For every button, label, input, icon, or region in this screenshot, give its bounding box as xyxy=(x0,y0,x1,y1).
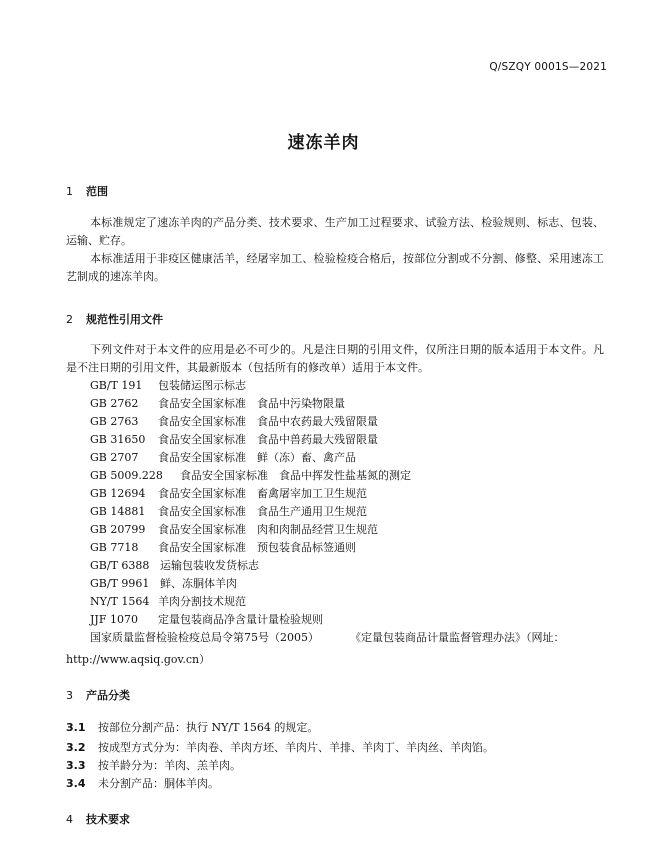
reference-code: GB 12694 xyxy=(90,487,146,500)
clause-number: 3.4 xyxy=(66,777,86,790)
reference-title: 包装储运图示标志 xyxy=(158,379,246,392)
section-number: 2 xyxy=(66,313,73,326)
reference-code: GB 5009.228 xyxy=(90,469,163,482)
reference-code: GB 7718 xyxy=(90,541,139,554)
reference-item xyxy=(90,557,259,575)
reference-title: 食品安全国家标准 食品生产通用卫生规范 xyxy=(158,505,367,518)
clause-text: 按成型方式分为：羊肉卷、羊肉方坯、羊肉片、羊排、羊肉丁、羊肉丝、羊肉馅。 xyxy=(98,741,494,754)
reference-continuation: http://www.aqsiq.gov.cn） xyxy=(66,653,211,666)
reference-code: GB 2762 xyxy=(90,397,139,410)
reference-title: 鲜、冻胴体羊肉 xyxy=(160,577,237,590)
section-number: 3 xyxy=(66,689,73,702)
reference-item xyxy=(90,431,378,449)
reference-title: 食品安全国家标准 畜禽屠宰加工卫生规范 xyxy=(158,487,367,500)
clause-number: 3.1 xyxy=(66,721,86,734)
document-title: 速冻羊肉 xyxy=(287,133,360,153)
section-heading-technical-requirements xyxy=(66,811,130,827)
reference-item xyxy=(90,413,378,431)
section-heading-references xyxy=(66,311,163,327)
reference-item xyxy=(90,629,565,647)
clause-text: 未分割产品：胴体羊肉。 xyxy=(98,777,219,790)
reference-item xyxy=(90,575,237,593)
reference-item xyxy=(90,521,378,539)
reference-item xyxy=(90,449,356,467)
reference-title: 食品安全国家标准 预包装食品标签通则 xyxy=(158,541,356,554)
reference-item xyxy=(90,611,323,629)
reference-title: 定量包装商品净含量计量检验规则 xyxy=(158,613,323,626)
reference-title: 食品安全国家标准 鲜（冻）畜、禽产品 xyxy=(158,451,356,464)
classification-item xyxy=(66,775,219,791)
reference-title: 食品安全国家标准 食品中挥发性盐基氮的测定 xyxy=(180,469,411,482)
reference-item xyxy=(90,539,356,557)
clause-text: 按羊龄分为：羊肉、羔羊肉。 xyxy=(98,759,241,772)
clause-text: 按部位分割产品：执行 NY/T 1564 的规定。 xyxy=(98,721,319,734)
section-title: 产品分类 xyxy=(86,689,130,702)
reference-title: 食品安全国家标准 肉和肉制品经营卫生规范 xyxy=(158,523,378,536)
reference-item xyxy=(90,467,411,485)
reference-item xyxy=(90,593,246,611)
reference-code: GB 2707 xyxy=(90,451,139,464)
reference-code: GB 2763 xyxy=(90,415,139,428)
reference-item xyxy=(90,503,367,521)
reference-item xyxy=(90,395,345,413)
classification-item xyxy=(66,719,318,735)
reference-title: 羊肉分割技术规范 xyxy=(158,595,246,608)
reference-title: 运输包装收发货标志 xyxy=(160,559,259,572)
section-heading-scope xyxy=(66,183,108,199)
reference-title: 食品安全国家标准 食品中污染物限量 xyxy=(158,397,345,410)
reference-code: NY/T 1564 xyxy=(90,595,150,608)
section-number: 1 xyxy=(66,185,73,198)
document-code: Q/SZQY 0001S—2021 xyxy=(489,61,607,73)
reference-code: 国家质量监督检验检疫总局令第75号（2005） xyxy=(90,631,319,644)
reference-item xyxy=(90,485,367,503)
scope-paragraph-2: 本标准适用于非疫区健康活羊，经屠宰加工、检验检疫合格后，按部位分割或不分割、修整、采用速冻工艺制成的速冻羊肉。 xyxy=(66,252,604,283)
reference-code: GB 14881 xyxy=(90,505,146,518)
clause-number: 3.3 xyxy=(66,759,86,772)
section-heading-classification xyxy=(66,687,130,703)
section-number: 4 xyxy=(66,813,73,826)
reference-item xyxy=(90,377,246,395)
reference-code: GB/T 9961 xyxy=(90,577,150,590)
classification-item xyxy=(66,739,494,755)
reference-code: GB/T 6388 xyxy=(90,559,150,572)
reference-code: GB 31650 xyxy=(90,433,146,446)
classification-item xyxy=(66,757,241,773)
reference-title: 食品安全国家标准 食品中农药最大残留限量 xyxy=(158,415,378,428)
reference-code: GB/T 191 xyxy=(90,379,143,392)
scope-paragraph-1: 本标准规定了速冻羊肉的产品分类、技术要求、生产加工过程要求、试验方法、检验规则、标志、包装、运输、贮存。 xyxy=(66,216,604,247)
reference-title: 食品安全国家标准 食品中兽药最大残留限量 xyxy=(158,433,378,446)
section-title: 技术要求 xyxy=(86,813,130,826)
section-title: 范围 xyxy=(86,185,108,198)
reference-title: 《定量包装商品计量监督管理办法》（网址： xyxy=(350,631,565,644)
section-title: 规范性引用文件 xyxy=(86,313,163,326)
references-intro: 下列文件对于本文件的应用是必不可少的。凡是注日期的引用文件，仅所注日期的版本适用于本文件。凡是不注日期的引用文件，其最新版本（包括所有的修改单）适用于本文件。 xyxy=(66,343,604,374)
reference-code: JJF 1070 xyxy=(90,613,138,626)
clause-number: 3.2 xyxy=(66,741,86,754)
reference-code: GB 20799 xyxy=(90,523,146,536)
